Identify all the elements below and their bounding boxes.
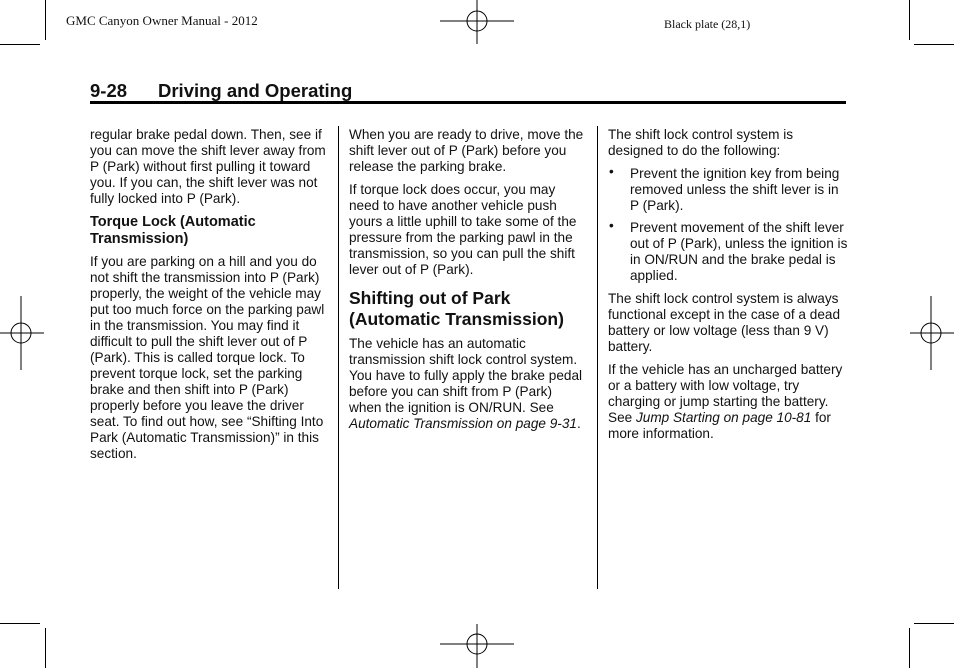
- column-divider: [338, 126, 339, 589]
- section-heading: [90, 80, 352, 102]
- paragraph-text: The vehicle has an automatic transmission shift lock control system. You have to fully apply the brake pedal before you can shift from P (Park) when the ignition is ON/RUN. See: [349, 336, 583, 415]
- registration-mark-right: [910, 296, 954, 370]
- list-item-text: Prevent the ignition key from being removed unless the shift lever is in P (Park).: [630, 166, 840, 213]
- paragraph: [349, 336, 585, 432]
- bullet-icon: •: [609, 164, 614, 179]
- manual-title: GMC Canyon Owner Manual - 2012: [66, 13, 258, 28]
- paragraph: The shift lock control system is always functional except in the case of a dead battery or low voltage (less than 9 V) battery.: [608, 291, 841, 354]
- section-rule: [90, 101, 846, 104]
- column-1: [90, 127, 330, 469]
- cross-reference-link[interactable]: Automatic Transmission on page 9-31: [349, 416, 577, 431]
- column-divider: [597, 126, 598, 589]
- paragraph: If you are parking on a hill and you do not shift the transmission into P (Park) properly, the weight of the vehicle may put too much force on the parking pawl in the transmission. You may find it difficult to pull the shift lever out of P (Park). This is called torque lock. To prevent torque lock, set the parking brake and then shift into P (Park) properly before you leave the driver seat. To find out how, see “Shifting Into Park (Automatic Transmission)” in this section.: [90, 254, 325, 461]
- paragraph: If torque lock does occur, you may need to have another vehicle push yours a little uphill to take some of the pressure from the parking pawl in the transmission, so you can pull the shift lever out of P (Park).: [349, 182, 577, 277]
- registration-mark-left: [0, 296, 44, 370]
- paragraph: The shift lock control system is designed to do the following:: [608, 127, 794, 158]
- paragraph: When you are ready to drive, move the shift lever out of P (Park) before you release the parking brake.: [349, 127, 584, 174]
- paragraph-text: for more information.: [608, 410, 831, 441]
- cross-reference-link[interactable]: Jump Starting on page 10-81: [635, 410, 812, 425]
- plate-label: Black plate (28,1): [664, 17, 751, 31]
- registration-mark-top: [440, 0, 514, 44]
- list-item: [608, 166, 848, 214]
- column-3: [608, 127, 848, 449]
- registration-mark-bottom: [440, 624, 514, 668]
- bullet-list: [608, 166, 848, 284]
- paragraph-text: .: [576, 416, 581, 431]
- column-2: [349, 127, 585, 439]
- section-title: Driving and Operating: [158, 80, 353, 101]
- list-item: [608, 220, 848, 284]
- paragraph: [608, 362, 848, 442]
- paragraph-text: If the vehicle has an uncharged battery or a battery with low voltage, try charging or jump starting the battery. See: [608, 362, 843, 425]
- subheading-torque-lock: Torque Lock (Automatic Transmission): [90, 214, 256, 247]
- bullet-icon: •: [609, 218, 614, 233]
- list-item-text: Prevent movement of the shift lever out of P (Park), unless the ignition is in ON/RUN and the brake pedal is applied.: [630, 220, 848, 283]
- heading-shifting-out-of-park: Shifting out of Park (Automatic Transmission): [349, 288, 564, 329]
- paragraph: regular brake pedal down. Then, see if you can move the shift lever away from P (Park) without first pulling it toward you. If you can, the shift lever was not fully locked into P (Park).: [90, 127, 326, 206]
- page-number: 9-28: [90, 80, 128, 101]
